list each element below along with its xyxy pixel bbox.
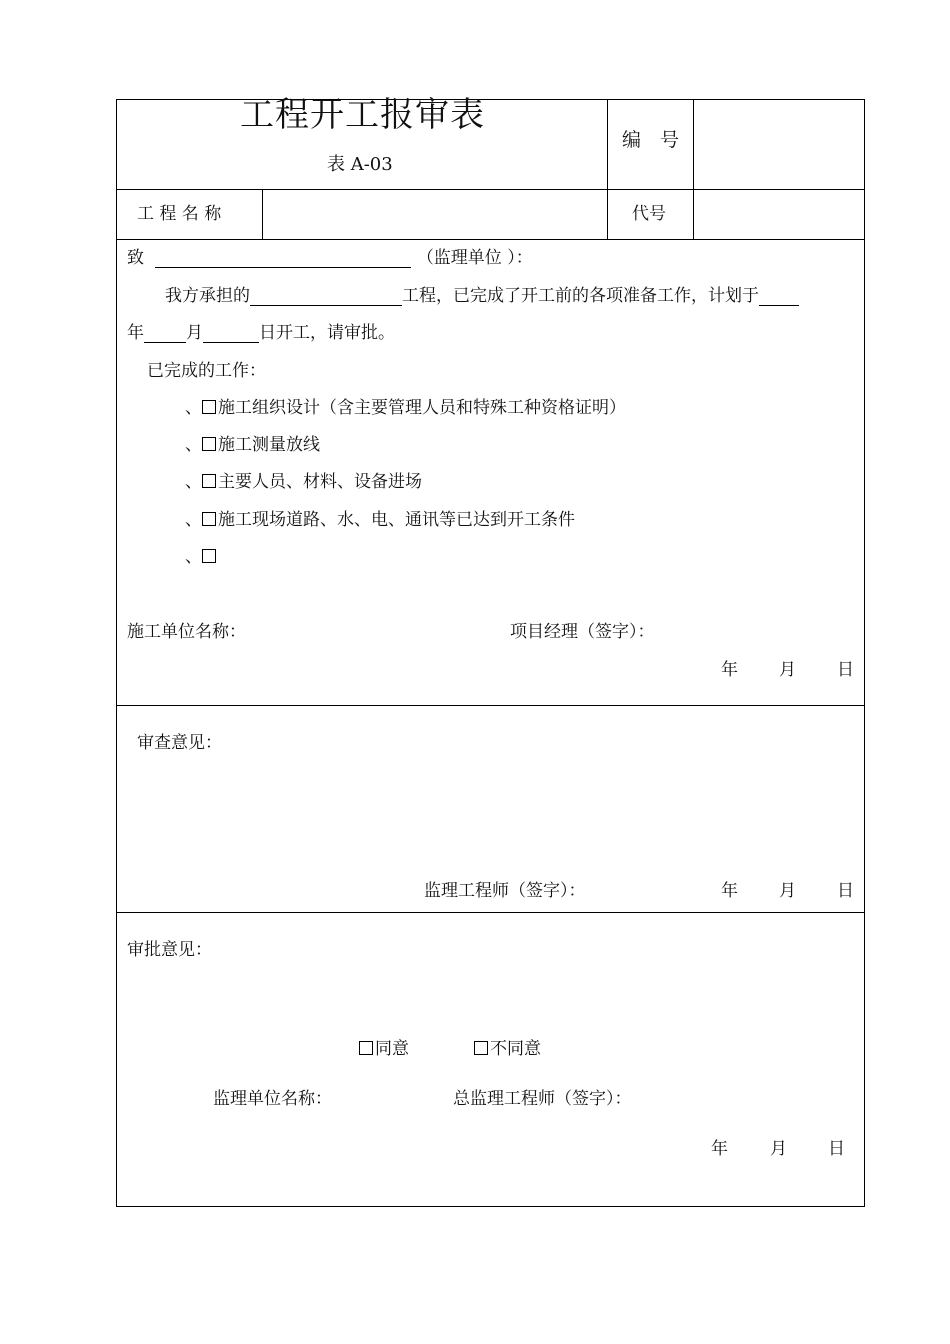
agree-checkbox[interactable] xyxy=(359,1041,373,1055)
month-blank[interactable] xyxy=(144,324,186,343)
checkbox[interactable] xyxy=(202,512,216,526)
list-item: 、 xyxy=(185,547,218,567)
list-item: 、 主要人员、材料、设备进场 xyxy=(185,472,422,492)
divider-project-label-col xyxy=(262,189,263,239)
addressee-line xyxy=(127,248,533,268)
to-suffix: （监理单位 ）： xyxy=(416,248,533,268)
date-month: 月 xyxy=(770,1139,787,1159)
code-field[interactable] xyxy=(695,191,863,238)
project-manager-label: 项目经理（签字）： xyxy=(510,622,655,642)
supervision-unit-blank[interactable] xyxy=(155,249,411,268)
project-blank[interactable] xyxy=(250,287,402,306)
completed-work-title: 已完成的工作： xyxy=(147,361,266,381)
date-month: 月 xyxy=(779,881,796,901)
number-label: 编 号 xyxy=(622,129,680,151)
list-item: 、 施工现场道路、水、电、通讯等已达到开工条件 xyxy=(185,510,575,530)
request-line-1: 我方承担的 工程，已完成了开工前的各项准备工作，计划于 xyxy=(165,286,799,306)
divider-project-row xyxy=(117,239,864,240)
checkbox[interactable] xyxy=(202,549,216,563)
date-year: 年 xyxy=(711,1139,728,1159)
divider-number-value-col xyxy=(693,100,694,239)
divider-number-col xyxy=(607,100,608,239)
checkbox[interactable] xyxy=(202,474,216,488)
code-label: 代号 xyxy=(632,204,666,224)
chief-engineer-signature-label: 总监理工程师（签字）： xyxy=(453,1089,632,1109)
list-item: 、 施工测量放线 xyxy=(185,435,320,455)
project-name-label: 工 程 名 称 xyxy=(137,204,222,224)
divider-request xyxy=(117,705,864,706)
table-code: 表 A-03 xyxy=(327,154,393,175)
year-blank-start[interactable] xyxy=(759,287,799,306)
disagree-option[interactable]: 不同意 xyxy=(474,1039,541,1059)
date-month: 月 xyxy=(779,660,796,680)
date-year: 年 xyxy=(721,660,738,680)
review-opinion-label: 审查意见： xyxy=(137,733,222,753)
checkbox[interactable] xyxy=(202,400,216,414)
supervision-unit-label: 监理单位名称： xyxy=(213,1089,332,1109)
start-work-approval-form xyxy=(116,95,865,1207)
engineer-signature-label: 监理工程师（签字）： xyxy=(424,881,586,901)
form-title: 工程开工报审表 xyxy=(240,95,485,135)
contractor-label: 施工单位名称： xyxy=(127,622,246,642)
approval-opinion-label: 审批意见： xyxy=(127,940,212,960)
disagree-checkbox[interactable] xyxy=(474,1041,488,1055)
date-day: 日 xyxy=(828,1139,845,1159)
agree-option[interactable]: 同意 xyxy=(359,1039,409,1059)
review-opinion-area[interactable] xyxy=(127,760,854,860)
number-field[interactable] xyxy=(695,102,863,188)
project-name-field[interactable] xyxy=(264,191,606,238)
date-year: 年 xyxy=(721,881,738,901)
date-day: 日 xyxy=(837,660,854,680)
checkbox[interactable] xyxy=(202,437,216,451)
date-day: 日 xyxy=(837,881,854,901)
divider-header xyxy=(117,189,864,190)
divider-review xyxy=(117,912,864,913)
to-prefix: 致 xyxy=(127,248,144,268)
list-item: 、 施工组织设计（含主要管理人员和特殊工种资格证明） xyxy=(185,398,626,418)
request-line-2: 年 月 日开工，请审批。 xyxy=(127,323,395,343)
day-blank[interactable] xyxy=(203,324,259,343)
